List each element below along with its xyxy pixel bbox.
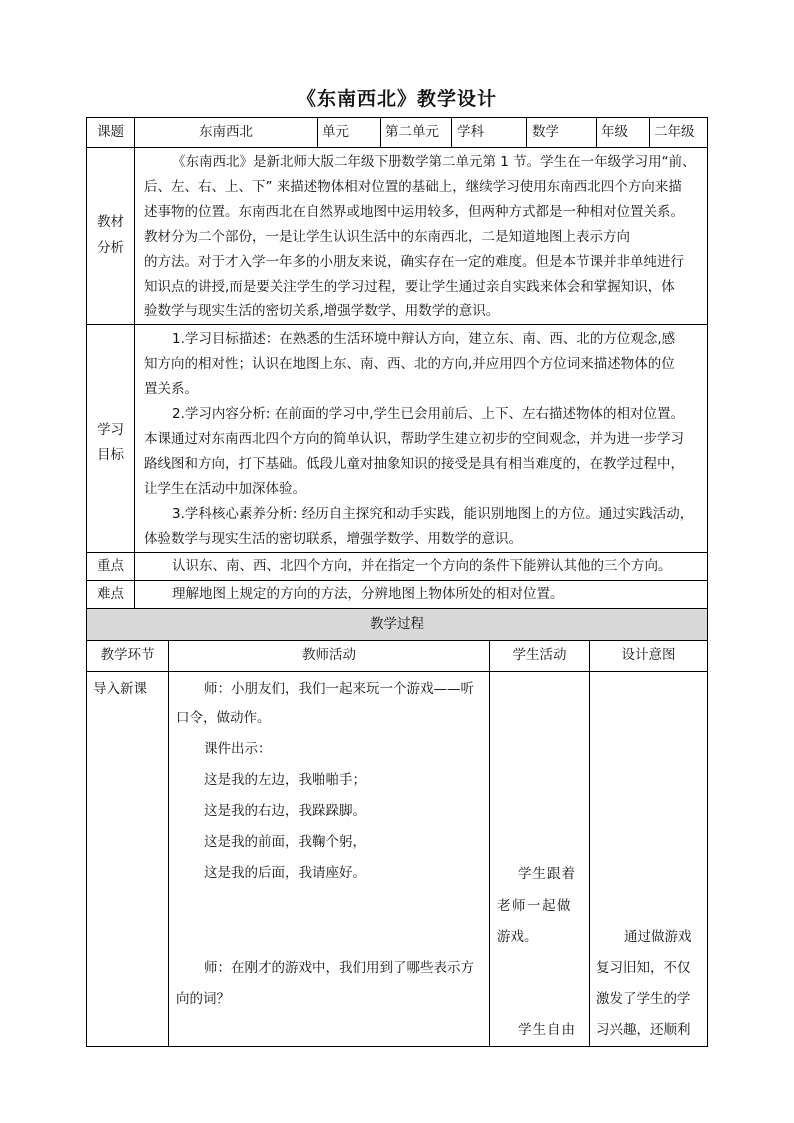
teacher-line: 向的词？ [176,991,230,1007]
col-stage: 教学环节 [100,647,155,663]
material-label-1: 教材 [97,214,124,230]
objectives-line: 置关系。 [144,381,198,397]
value-grade: 二年级 [654,124,695,140]
teacher-line: 这是我的前面，我鞠个躬， [204,834,366,850]
material-line: 的方法。对于才入学一年多的小朋友来说，确实存在一定的难度。但是本节课并非单纯进行 [144,254,684,270]
stage-text: 导入新课 [93,681,147,697]
student-line: 游戏。 [497,929,538,945]
material-line: 述事物的位置。东南西北在自然界或地图中运用较多，但两种方式都是一种相对位置关系。 [144,204,684,220]
material-line: 验数学与现实生活的密切关系,增强学数学、用数学的意识。 [144,303,500,319]
objectives-line: 让学生在活动中加深体验。 [144,481,306,497]
page-title: 《东南西北》教学设计 [296,88,497,110]
objectives-line: 3.学科核心素养分析: 经历自主探究和动手实践，能识别地图上的方位。通过实践活动， [172,506,694,522]
objectives-label-1: 学习 [97,422,124,438]
label-grade: 年级 [601,124,628,140]
col-student: 学生活动 [512,647,567,663]
teacher-line: 师：在刚才的游戏中，我们用到了哪些表示方 [204,960,474,976]
student-line: 学生自由 [518,1022,576,1038]
teacher-line: 课件出示： [204,741,272,757]
teacher-line: 这是我的后面，我请座好。 [204,865,366,881]
key-point-text: 认识东、南、西、北四个方向，并在指定一个方向的条件下能辨认其他的三个方向。 [172,558,672,574]
student-line: 学生跟着 [518,866,576,882]
label-subject-title: 课题 [97,124,124,140]
process-heading: 教学过程 [370,616,424,632]
teacher-line: 师：小朋友们，我们一起来玩一个游戏——听 [204,681,474,697]
intent-line: 激发了学生的学 [596,991,691,1007]
teacher-line: 这是我的右边，我跺跺脚。 [204,803,366,819]
teacher-line: 这是我的左边，我啪啪手； [204,772,366,788]
objectives-line: 体验数学与现实生活的密切联系，增强学数学、用数学的意识。 [144,531,522,547]
objectives-label-2: 目标 [97,447,124,463]
difficulty-label: 难点 [97,586,124,602]
objectives-line: 路线图和方向，打下基础。低段儿童对抽象知识的接受是具有相当难度的，在教学过程中， [144,456,684,472]
col-teacher: 教师活动 [302,647,356,663]
material-line: 知识点的讲授,而是要关注学生的学习过程，要让学生通过亲自实践来体会和掌握知识，体 [144,279,675,295]
key-point-label: 重点 [97,558,124,574]
label-subject: 学科 [457,124,484,140]
material-line: 教材分为二个部份，一是让学生认识生活中的东南西北，二是知道地图上表示方向 [144,229,630,245]
intent-line: 复习旧知，不仅 [596,960,691,976]
intent-line: 习兴趣，还顺利 [596,1022,691,1038]
material-label-2: 分析 [97,240,124,256]
material-line: 后、左、右、上、下” 来描述物体相对位置的基础上，继续学习使用东南西北四个方向来描 [144,179,682,195]
student-line: 老师一起做 [497,898,572,914]
material-line: 《东南西北》是新北师大版二年级下册数学第二单元第 1 节。学生在一年级学习用“前、 [172,154,696,170]
teacher-line: 口令，做动作。 [176,710,271,726]
col-intent: 设计意图 [621,647,676,663]
student-cell [489,671,590,1047]
difficulty-text: 理解地图上规定的方向的方法，分辨地图上物体所处的相对位置。 [172,586,564,602]
objectives-line: 2.学习内容分析: 在前面的学习中,学生已会用前后、上下、左右描述物体的相对位置。 [172,406,685,422]
intent-line: 通过做游戏 [624,929,692,945]
objectives-line: 知方向的相对性；认识在地图上东、南、西、北的方向,并应用四个方位词来描述物体的位 [144,356,675,372]
value-subject: 数学 [532,124,559,140]
value-unit: 第二单元 [385,124,439,140]
label-unit: 单元 [322,124,349,140]
objectives-line: 1.学习目标描述：在熟悉的生活环境中辩认方向，建立东、南、西、北的方位观念,感 [172,331,676,347]
stage-cell [86,671,169,1047]
value-subject-title: 东南西北 [199,124,253,140]
objectives-line: 本课通过对东南西北四个方向的简单认识，帮助学生建立初步的空间观念，并为进一步学习 [144,431,684,447]
